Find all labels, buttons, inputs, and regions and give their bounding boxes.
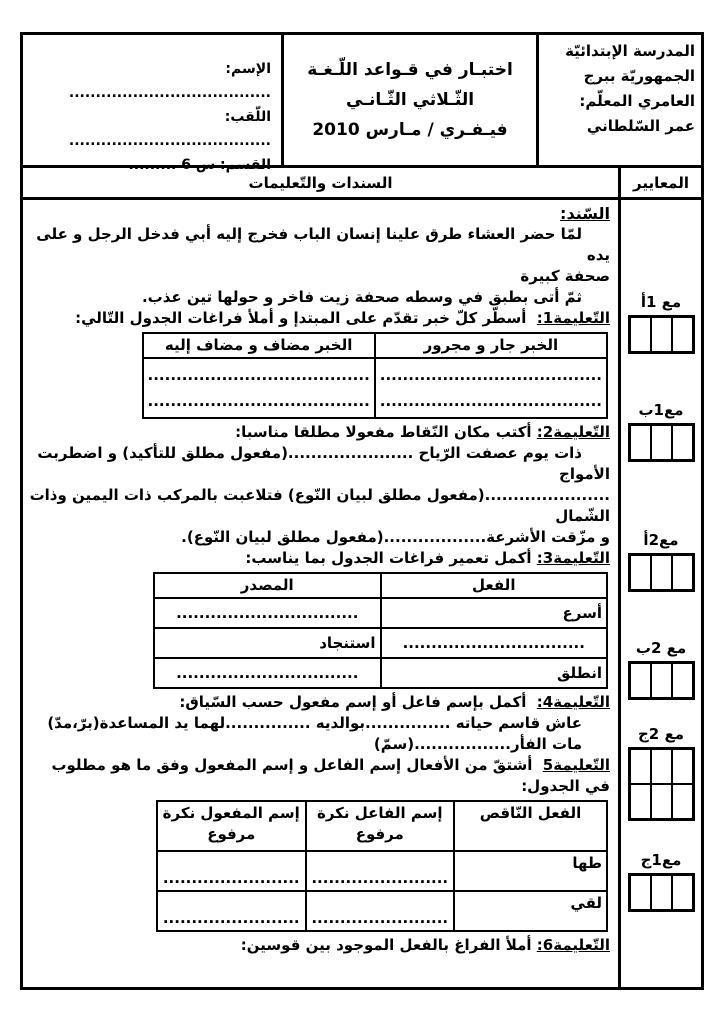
score-box [672, 663, 693, 698]
fill-cell: ................................ [381, 628, 608, 658]
table-masdar [153, 572, 608, 689]
score-box [651, 425, 672, 460]
instruction-5 [29, 755, 610, 797]
exam-title-line3: فيـفـري / مـارس 2010 [312, 120, 508, 140]
verb-cell: انطلق [381, 658, 608, 688]
col-ism-fail: إسم الفاعل نكرة مرفوع [306, 801, 455, 851]
school-info-cell [536, 35, 701, 165]
score-box [651, 784, 672, 819]
score-box [630, 555, 651, 590]
score-box [672, 425, 693, 460]
score-boxes [628, 553, 695, 592]
class-label: القسم: س 6 [181, 157, 271, 173]
score-box [630, 663, 651, 698]
score-box [630, 784, 651, 819]
fill-cell: ................................ [154, 598, 381, 628]
fill-line: ....................................... [379, 392, 602, 410]
criteria-item-2c [621, 724, 701, 821]
score-box [630, 425, 651, 460]
verb-cell: طها [454, 851, 607, 891]
table-row [143, 333, 607, 358]
fill-cell: ........................ [306, 851, 455, 891]
exercise-2-line4: الشّمال [555, 507, 610, 525]
instruction-5-text: أشتقّ من الأفعال إسم الفاعل و إسم المفعول وفق ما هو مطلوب في الجدول: [51, 756, 610, 795]
exam-title-cell [281, 35, 536, 165]
name-label: الإسم: [225, 61, 271, 77]
instruction-6-label: التّعليمة6: [536, 936, 610, 954]
exercise-4-line2: مات الفأر.................(سمّ) [373, 735, 582, 753]
header [23, 35, 701, 173]
sanad-heading: السّند: [560, 204, 610, 223]
subheader [23, 168, 701, 200]
instruction-2 [29, 422, 610, 443]
sanad-line2: صحفة كبيرة [520, 267, 610, 285]
fill-cell: ........................ [157, 851, 306, 891]
table-row [154, 628, 607, 658]
instruction-1-text: أسطّر كلّ خبر تقدّم على المبتدإ و أملأ فراغات الجدول التّالي: [75, 309, 527, 327]
exam-title-line1: اختبـار في قـواعد اللّـغـة [307, 60, 513, 80]
sanad-line1: لمّا حضر العشاء طرق علينا إنسان الباب فخرج إليه أبي فدخل الرجل و على يده [36, 225, 610, 264]
instruction-2-label: التّعليمة2: [536, 423, 610, 441]
fill-line: ....................................... [147, 392, 370, 410]
criteria-column [618, 200, 701, 987]
criteria-code: مع 1أ [640, 293, 682, 311]
instruction-2-text: أكتب مكان النّقاط مفعولا مطلقا مناسبا: [235, 423, 532, 441]
score-boxes [628, 873, 695, 912]
exercise-2-line1: ذات يوم عصفت الرّياح ......................(مفعول مطلق للتأكيد) و اضطربت [37, 444, 582, 462]
criteria-item-2a [621, 530, 701, 592]
table-row [157, 801, 607, 851]
col-khabar-jar-majrur: الخبر جار و مجرور [375, 333, 607, 358]
fill-cell: ........................ [157, 891, 306, 931]
class-fill-line: ......... [128, 157, 177, 173]
instruction-3-label: التّعليمة3: [536, 549, 610, 567]
student-surname-line [33, 105, 271, 153]
score-box [672, 749, 693, 784]
score-box [672, 317, 693, 352]
criteria-code: مع 2ج [637, 725, 684, 743]
criteria-column-title: المعايير [618, 168, 701, 197]
score-box [672, 784, 693, 819]
instruction-6 [29, 935, 610, 956]
sanad-line3: ثمّ أتى بطبق في وسطه صحفة زيت فاخر و حولها تين عذب. [141, 288, 582, 306]
score-box [630, 317, 651, 352]
fill-cell [143, 358, 375, 418]
surname-label: اللّقب: [224, 109, 271, 125]
surname-fill-line: ...................................... [68, 133, 271, 149]
score-box [630, 749, 651, 784]
verb-cell: أسرع [381, 598, 608, 628]
instruction-1 [29, 308, 610, 329]
instruction-3 [29, 548, 610, 569]
criteria-code: مع2أ [643, 531, 679, 549]
masdar-cell: استنجاد [154, 628, 381, 658]
table-row [154, 598, 607, 628]
main-area [23, 200, 701, 987]
instruction-1-label: التّعليمة1: [536, 309, 610, 327]
content-column [23, 200, 618, 987]
criteria-item-1b [621, 400, 701, 462]
col-masdar: المصدر [154, 573, 381, 598]
score-boxes [628, 747, 695, 821]
criteria-item-2b [621, 638, 701, 700]
exam-sheet [20, 32, 704, 990]
score-box [672, 875, 693, 910]
instruction-4-text: أكمل بإسم فاعل أو إسم مفعول حسب السّياق: [179, 693, 527, 711]
school-name: المدرسة الإبتدائيّة الجمهوريّة ببرج العامري [565, 42, 695, 110]
instructions-column-title: السندات والتّعليمات [248, 173, 393, 192]
score-box [651, 555, 672, 590]
exercise-2-line3: ......................(مفعول مطلق لبيان النّوع) فتلاعبت بالمركب ذات اليمين وذات [29, 486, 610, 504]
exercise-2-line5: و مزّقت الأشرعة..................(مفعول مطلق لبيان النّوع). [181, 528, 610, 546]
table-row [154, 658, 607, 688]
exam-title-line2: الثّـلاثي الثّـانـي [345, 90, 475, 110]
exercise-4-line1: عاش قاسم حياته ...............بوالديه ...............لهما يد المساعدة(برّ،مدّ) [47, 714, 582, 732]
table-khabar [142, 332, 608, 419]
criteria-code: مع1ب [638, 401, 684, 419]
instruction-4 [29, 692, 610, 713]
verb-cell: لقي [454, 891, 607, 931]
instruction-4-label: التّعليمة4: [536, 693, 610, 711]
criteria-item-1a [621, 292, 701, 354]
score-box [672, 555, 693, 590]
fill-cell: ........................ [306, 891, 455, 931]
score-box [630, 875, 651, 910]
fill-cell [375, 358, 607, 418]
teacher-name: المعلّم: عمر السّلطاني [579, 92, 695, 135]
col-verb: الفعل [381, 573, 608, 598]
instruction-6-text: أملأ الفراغ بالفعل الموجود بين قوسين: [240, 936, 532, 954]
table-row [157, 851, 607, 891]
score-box [651, 749, 672, 784]
instruction-3-text: أكمل تعمير فراغات الجدول بما يناسب: [245, 549, 532, 567]
score-box [651, 875, 672, 910]
score-boxes [628, 423, 695, 462]
fill-line: ....................................... [379, 366, 602, 384]
col-naqis-verb: الفعل النّاقص [454, 801, 607, 851]
criteria-code: مع1ج [640, 851, 682, 869]
score-boxes [628, 661, 695, 700]
criteria-code: مع 2ب [635, 639, 687, 657]
fill-cell: ................................ [154, 658, 381, 688]
student-info-cell [23, 35, 281, 173]
score-box [651, 317, 672, 352]
score-boxes [628, 315, 695, 354]
col-khabar-mudaf: الخبر مضاف و مضاف إليه [143, 333, 375, 358]
criteria-item-1c [621, 850, 701, 912]
exercise-2-line2: الأمواج [559, 465, 610, 483]
fill-line: ....................................... [147, 366, 370, 384]
col-ism-mafoul: إسم المفعول نكرة مرفوع [157, 801, 306, 851]
instruction-5-label: التّعليمة5 [542, 756, 610, 774]
table-row [154, 573, 607, 598]
score-box [651, 663, 672, 698]
table-row [143, 358, 607, 418]
table-row [157, 891, 607, 931]
name-fill-line: ...................................... [68, 85, 271, 101]
table-ism-fail-mafoul [156, 800, 608, 932]
student-name-line [33, 57, 271, 105]
